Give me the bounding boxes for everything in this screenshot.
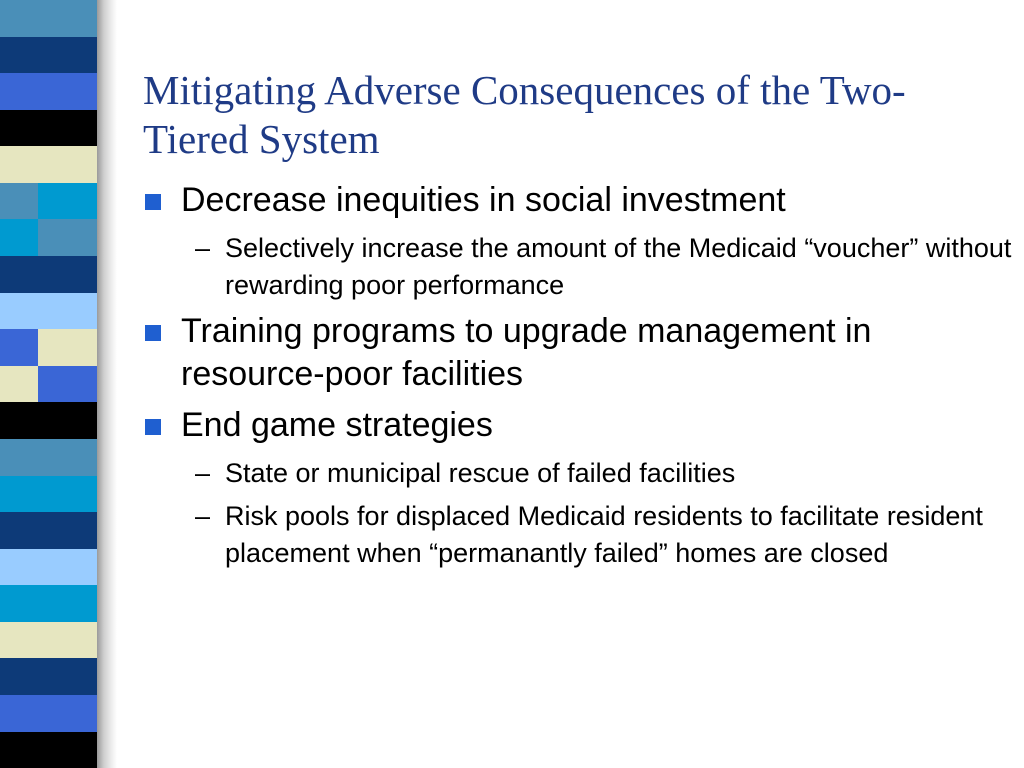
stripe-shadow [97,0,117,768]
stripe-segment [0,329,38,366]
square-bullet-icon [145,325,161,341]
square-bullet-icon [145,194,161,210]
stripe-segment [0,695,38,732]
bullet-text: End game strategies [181,406,493,444]
bullet-text: Decrease inequities in social investment [181,181,786,219]
decorative-stripe-bar [0,0,117,768]
sub-bullet-item [143,230,1013,304]
dash-marker: – [195,233,211,263]
stripe-segment [38,585,97,622]
stripe-segment [38,73,97,110]
stripe-segment [0,183,38,220]
stripe-segment [38,622,97,659]
dash-marker: – [195,458,211,488]
stripe-segment [0,476,38,513]
stripe-segment [38,366,97,403]
stripe-segment [38,0,97,37]
stripe-segment [0,37,38,74]
stripe-segment [38,476,97,513]
stripe-segment [38,219,97,256]
stripe-segment [38,402,97,439]
sub-bullet-text: State or municipal rescue of failed facilities [225,458,736,488]
stripe-segment [0,293,38,330]
slide-title: Mitigating Adverse Consequences of the Two-Tiered System [143,67,906,162]
stripe-segment [0,366,38,403]
stripe-segment [38,549,97,586]
stripe-column-left [0,0,38,768]
bullet-item [143,310,1013,396]
stripe-segment [0,439,38,476]
stripe-segment [38,37,97,74]
sub-bullet-item [143,455,1013,492]
stripe-segment [0,110,38,147]
stripe-segment [0,512,38,549]
stripe-segment [38,110,97,147]
stripe-segment [38,293,97,330]
stripe-segment [38,439,97,476]
stripe-segment [0,0,38,37]
stripe-segment [0,732,38,768]
stripe-segment [38,732,97,768]
stripe-segment [0,146,38,183]
sub-bullet-text: Risk pools for displaced Medicaid residents to facilitate resident placement when “permanantly failed” homes are closed [225,501,983,568]
stripe-segment [0,256,38,293]
sub-bullet-text: Selectively increase the amount of the Medicaid “voucher” without rewarding poor performance [225,233,1012,300]
stripe-segment [0,402,38,439]
stripe-segment [38,329,97,366]
stripe-segment [38,183,97,220]
stripe-segment [0,73,38,110]
stripe-segment [38,512,97,549]
bullet-item [143,179,1013,222]
dash-marker: – [195,501,211,531]
stripe-segment [0,658,38,695]
stripe-segment [0,219,38,256]
stripe-segment [38,256,97,293]
stripe-column-right [38,0,97,768]
bullet-list [143,179,1013,578]
bullet-text: Training programs to upgrade management in resource-poor facilities [181,312,872,393]
stripe-segment [0,585,38,622]
square-bullet-icon [145,419,161,435]
stripe-segment [38,146,97,183]
bullet-item [143,404,1013,447]
stripe-segment [38,695,97,732]
stripe-segment [0,622,38,659]
stripe-segment [0,549,38,586]
sub-bullet-item [143,498,1013,572]
stripe-segment [38,658,97,695]
